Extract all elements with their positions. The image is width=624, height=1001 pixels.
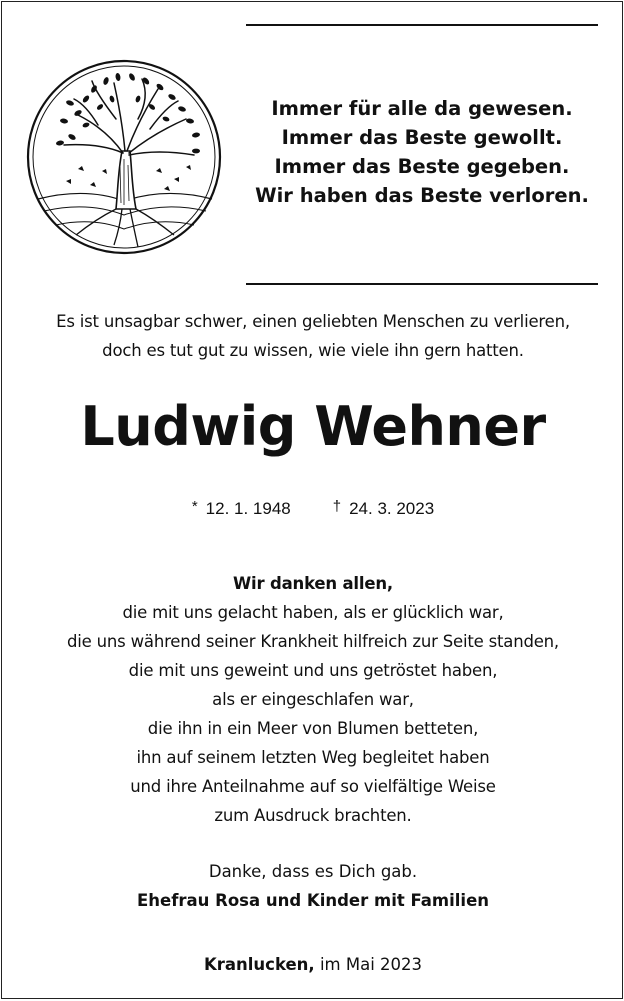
- intro-line: Es ist unsagbar schwer, einen geliebten Menschen zu verlieren,: [56, 312, 570, 331]
- thanks-line: zum Ausdruck brachten.: [214, 806, 412, 825]
- intro-line: doch es tut gut zu wissen, wie viele ihn gern hatten.: [102, 341, 524, 360]
- thanks-line: die mit uns geweint und uns getröstet haben,: [128, 661, 498, 680]
- bottom-divider: [246, 283, 598, 285]
- thanks-line: die uns während seiner Krankheit hilfreich zur Seite standen,: [67, 632, 559, 651]
- motto-verse: [242, 94, 602, 210]
- intro-text: [2, 307, 624, 365]
- thanks-line: und ihre Anteilnahme auf so vielfältige Weise: [130, 777, 496, 796]
- town-name: Kranlucken,: [203, 955, 315, 974]
- notice-date: im Mai 2023: [319, 955, 423, 974]
- family-signature: Ehefrau Rosa und Kinder mit Familien: [136, 891, 490, 910]
- thanks-line: die mit uns gelacht haben, als er glücklich war,: [122, 603, 504, 622]
- place-date: [2, 950, 624, 979]
- top-divider: [246, 24, 598, 26]
- deceased-name: Ludwig Wehner: [80, 395, 546, 458]
- thanks-line: die ihn in ein Meer von Blumen betteten,: [147, 719, 479, 738]
- death-date: 24. 3. 2023: [349, 499, 435, 518]
- thanks-heading: Wir danken allen,: [233, 574, 393, 593]
- birth-date: 12. 1. 1948: [205, 499, 291, 518]
- motto-line: Immer für alle da gewesen.: [271, 97, 573, 120]
- motto-line: Immer das Beste gewollt.: [281, 126, 563, 149]
- thanks-line: ihn auf seinem letzten Weg begleitet haben: [136, 748, 490, 767]
- motto-line: Immer das Beste gegeben.: [274, 155, 570, 178]
- death-symbol: †: [332, 498, 342, 515]
- closing-line: Danke, dass es Dich gab.: [208, 862, 418, 881]
- life-dates: [2, 496, 624, 523]
- tree-of-life-icon: [26, 59, 222, 255]
- thanks-section: [2, 569, 624, 830]
- obituary-notice: [1, 1, 623, 999]
- birth-symbol: *: [191, 498, 198, 515]
- motto-line: Wir haben das Beste verloren.: [255, 184, 589, 207]
- thanks-line: als er eingeschlafen war,: [212, 690, 414, 709]
